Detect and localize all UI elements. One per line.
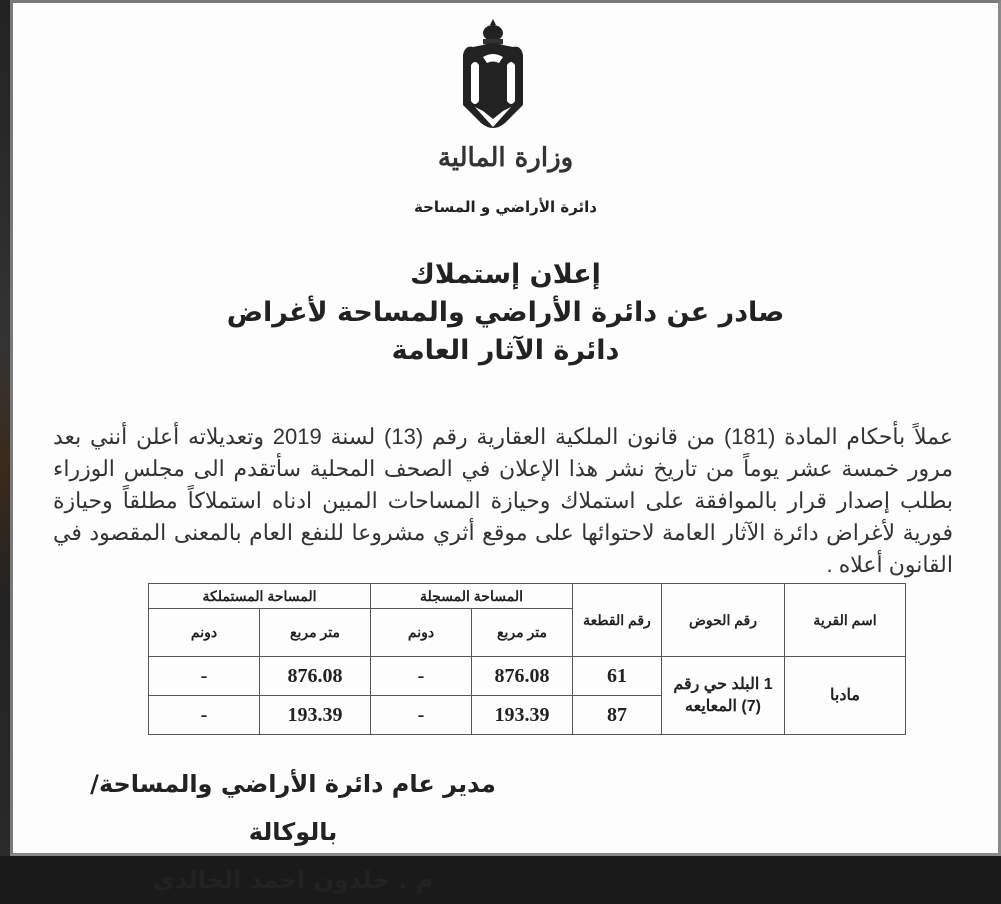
notice-subtitle-2: دائرة الآثار العامة <box>391 335 620 366</box>
ministry-name: وزارة المالية <box>437 143 574 173</box>
header-exp-dunum: دونم <box>149 609 260 657</box>
coat-of-arms-icon <box>453 15 533 135</box>
cell-exp-sqm: 193.39 <box>260 696 371 735</box>
header-registered-area: المساحة المسجلة <box>371 584 573 609</box>
cell-basin: 1 البلد حي رقم (7) المعايعه <box>662 657 785 735</box>
signatory-title: مدير عام دائرة الأراضي والمساحة/بالوكالة <box>90 770 496 846</box>
header-village: اسم القرية <box>785 584 906 657</box>
cell-reg-dunum: - <box>371 657 472 696</box>
notice-body: عملاً بأحكام المادة (181) من قانون الملكية العقارية رقم (13) لسنة 2019 وتعديلاته أعلن أنني بعد مرور خمسة عشر يوماً من تاريخ نشر هذا الإعلان في الصحف المحلية سأتقدم الى مجلس الوزراء بطلب إصدار قرار بالموافقة على استملاك وحيازة المساحات المبين ادناه استملاكاً مطلقاً وحيازة فورية لأغراض دائرة الآثار العامة لاحتوائها على موقع أثري مشروعا للنفع العام بالمعنى المقصود في القانون أعلاه . <box>53 424 953 577</box>
cell-exp-dunum: - <box>149 657 260 696</box>
cell-reg-sqm: 193.39 <box>472 696 573 735</box>
header-reg-dunum: دونم <box>371 609 472 657</box>
parcels-table <box>148 583 906 735</box>
cell-reg-sqm: 876.08 <box>472 657 573 696</box>
cell-exp-dunum: - <box>149 696 260 735</box>
background-edge <box>0 0 10 856</box>
header-exp-sqm: متر مربع <box>260 609 371 657</box>
notice-subtitle: صادر عن دائرة الأراضي والمساحة لأغراض <box>226 297 785 328</box>
header-parcel: رقم القطعة <box>573 584 662 657</box>
department-name: دائرة الأراضي و المساحة <box>413 198 598 216</box>
expropriation-notice <box>10 0 1001 894</box>
cell-parcel: 61 <box>573 657 662 696</box>
cell-exp-sqm: 876.08 <box>260 657 371 696</box>
signature-block <box>53 760 533 904</box>
notice-titles <box>13 256 998 370</box>
header-basin: رقم الحوض <box>662 584 785 657</box>
notice-title: إعلان إستملاك <box>410 259 601 290</box>
header-reg-sqm: متر مربع <box>472 609 573 657</box>
signatory-name: م . خلدون احمد الخالدي <box>152 866 434 894</box>
table-row <box>149 657 906 696</box>
cell-parcel: 87 <box>573 696 662 735</box>
header-expropriated-area: المساحة المستملكة <box>149 584 371 609</box>
cell-reg-dunum: - <box>371 696 472 735</box>
cell-village: مادبا <box>785 657 906 735</box>
